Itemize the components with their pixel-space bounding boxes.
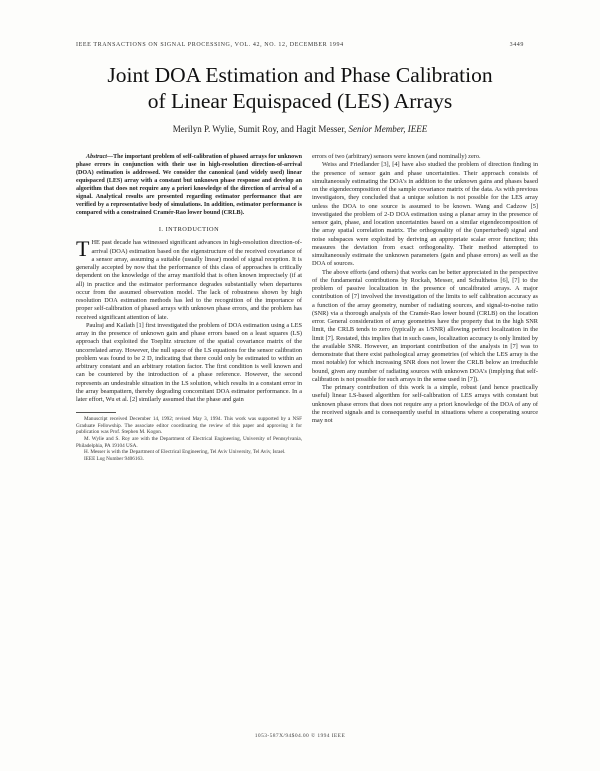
author-role: Senior Member, IEEE <box>348 124 428 134</box>
footnotes <box>76 416 302 462</box>
right-paragraph-2: The above efforts (and others) that works can be better appreciated in the perspective of the fundamental contributions by Rockah, Messer, and Schultheiss [6], [7] to the problem of passive localization in the presence of uncalibrated arrays. A major contribution of [7] involved the investigation of the limits to self calibration accuracy as a function of the array geometry, number of radiating sources, and signal-to-noise ratio (SNR) via a thorough analysis of the Cramér-Rao lower bound (CRLB) on the location error. General consideration of array geometries have the property that in the high SNR limit, the CRLB tends to zero (typically as 1/SNR) allowing perfect localization in the limit [7]. Restated, this implies that in such cases, localization accuracy is only limited by the available SNR. However, an important contribution of the analysis in [7] was to demonstrate that there exist pathological array geometries (of which the LES array is the most notable) for which increasing SNR does not lower the CRLB below an irreducible bound, given any number of radiating sources with unknown DOA's (implying that self-calibration is not possible for such arrays in the sense used in [7]). <box>312 268 538 383</box>
right-paragraph-0: errors of two (arbitrary) sensors were known (and nominally) zero. <box>312 153 481 160</box>
journal-header: IEEE TRANSACTIONS ON SIGNAL PROCESSING, VOL. 42, NO. 12, DECEMBER 1994 <box>76 42 344 48</box>
footnote-affiliation-2: H. Messer is with the Department of Electrical Engineering, Tel Aviv University, Tel Aviv, Israel. <box>84 449 286 456</box>
right-paragraph-3: The primary contribution of this work is a simple, robust (and hence practically useful) linear LS-based algorithm for self-calibration of LES arrays with constant but unknown phase errors that does not require any a priori knowledge of the DOA of any of the received signals and is consequently useful in situations where a cooperating source may not <box>312 384 538 424</box>
paper-title <box>60 62 540 114</box>
page-number: 3449 <box>509 42 524 48</box>
footnote-affiliation-1: M. Wylie and S. Roy are with the Department of Electrical Engineering, University of Pennsylvania, Philadelphia, PA 19104 USA. <box>76 436 302 449</box>
right-paragraph-1: Weiss and Friedlander [3], [4] have also studied the problem of direction finding in the presence of sensor gain and phase uncertainties. Their approach consists of simultaneously estimating the DOA's in addition to the unknown gains and phases based on the eigendecomposition of the sample covariance matrix of the data. As with previous investigators, they concluded that a unique solution is not possible for the LES array unless the DOA to one source is assumed to be known. Wang and Cadzow [5] investigated the problem of 2-D DOA estimation using a planar array in the presence of sensor gain, phase, and location uncertainties based on a similar eigendecomposition of the array spatial correlation matrix. The orthogonality of the (unperturbed) signal and noise subspaces were exploited by deriving an appropriate scalar error function; this measures the deviation from exact orthogonality. Their method attempted to simultaneously estimate the unknown parameters (gain and phase errors) as well as the DOA of sources. <box>312 161 538 268</box>
intro-paragraph-1 <box>76 236 302 322</box>
abstract-text: The important problem of self-calibration of phased arrays for unknown phase errors in conjunction with their use in high-resolution direction-of-arrival (DOA) estimation is addressed. We consider the canonical (and widely used) linear equispaced (LES) array with a constant but unknown phase response and develop an algorithm that does not require any a priori knowledge of the direction of arrival of a signal. Analytical results are presented regarding estimator performance that are verified by a representative body of simulations. In addition, estimator performance is compared with a constrained Cramér-Rao lower bound (CRLB). <box>76 154 302 216</box>
abstract <box>76 153 302 217</box>
copyright-footer: 1053-587X/94$04.00 © 1994 IEEE <box>254 733 346 739</box>
author-line <box>60 124 540 134</box>
intro-paragraph-2: Paulraj and Kailath [1] first investigated the problem of DOA estimation using a LES array in the presence of unknown gain and phase errors based on a least squares (LS) approach that exploited the Toeplitz structure of the spatial covariance matrix of the uncorrelated array. However, the null space of the LS equations for the sensor calibration problem was found to be 2 D, indicating that there could only be estimated to within an arbitrary constant and an arbitrary rotation factor. The first condition is well known and can be countered by the introduction of a phase reference. However, the second represents an undesirable situation in the LS solution, which results in a constant error in the array beampattern, thereby degrading concomitant DOA estimator performance. In a later effort, Wu et al. [2] similarly assumed that the phase and gain <box>76 321 302 403</box>
title-line-2: of Linear Equispaced (LES) Arrays <box>147 89 453 113</box>
footnote-log-number: IEEE Log Number 9406163. <box>84 455 144 462</box>
intro-paragraph-1-text: HE past decade has witnessed significant advances in high-resolution direction-of-arrival (DOA) estimation based on the eigenstructure of the received covariance of a sensor array, assuming a suitable (usually linear) model of signal reception. It is generally accepted by now that the performance of this class of approaches is critically dependent on the knowledge of the array manifold that is often known imprecisely (if at all) in practice and the estimator performance degrades substantially when departures occur from the assumed observation model. The lack of robustness shown by high resolution DOA estimation methods has led to the recognition of the importance of proper self-calibration of phased arrays with unknown phase errors, and the problem has received significant attention of late. <box>76 239 302 321</box>
title-line-1: Joint DOA Estimation and Phase Calibration <box>107 63 493 87</box>
footnote-rule <box>76 412 116 413</box>
left-column <box>76 153 302 462</box>
running-head <box>76 42 524 48</box>
drop-cap: T <box>76 236 90 262</box>
author-names: Merilyn P. Wylie, Sumit Roy, and Hagit Messer, <box>172 124 347 134</box>
footnote-manuscript: Manuscript received December 14, 1992; revised May 3, 1994. This work was supported by a NSF Graduate Fellowship. The associate editor coordinating the review of this paper and approving it for publication was Prof. Stephen M. Kogon. <box>76 416 302 436</box>
right-column <box>312 153 538 425</box>
abstract-lead: Abstract— <box>86 154 114 160</box>
section-heading-introduction: I. INTRODUCTION <box>158 226 220 233</box>
